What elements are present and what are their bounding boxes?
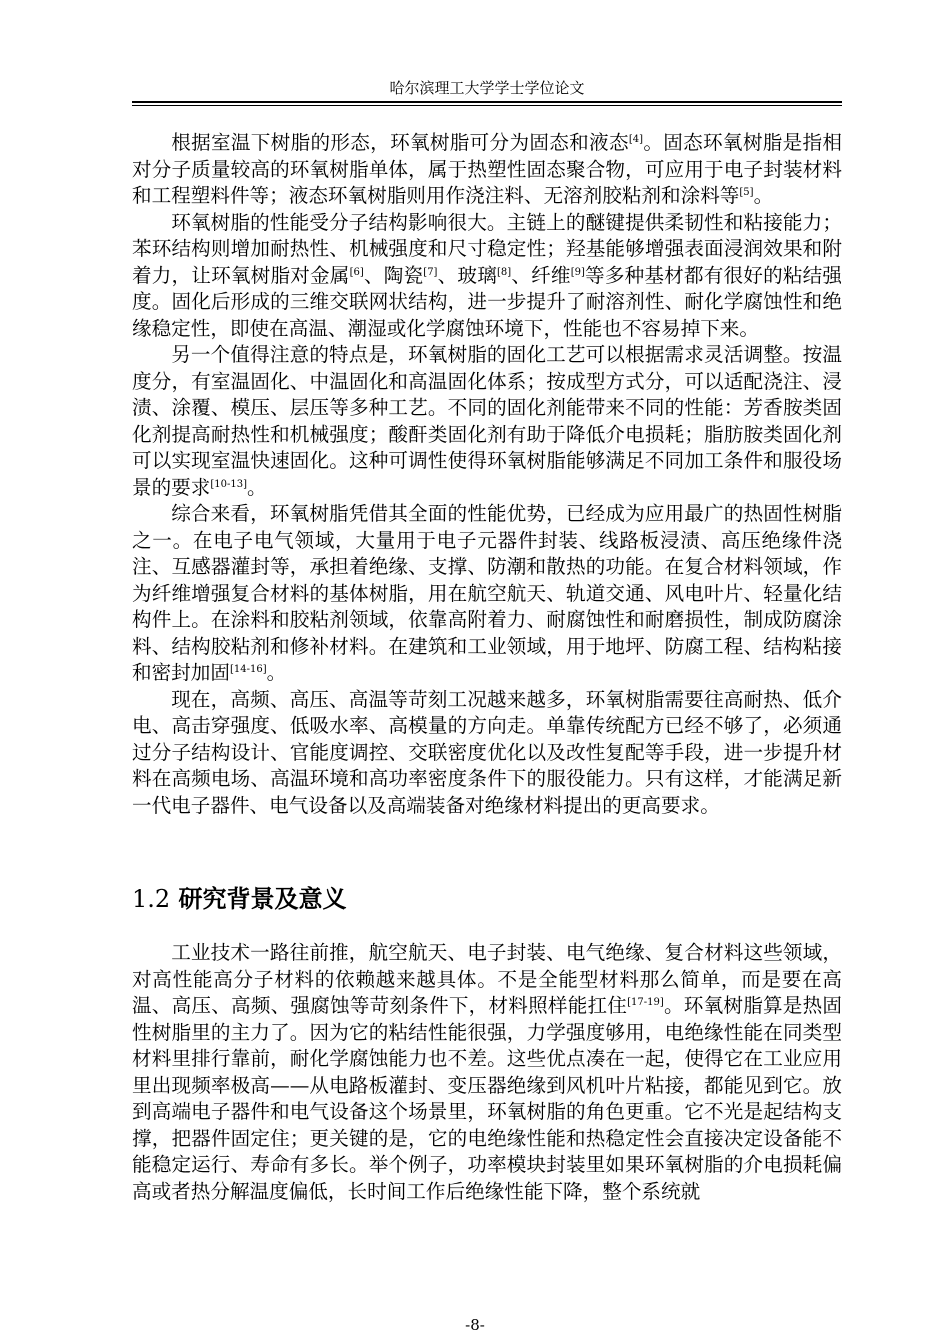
- section-heading: [132, 882, 347, 916]
- citation: [8]: [497, 266, 512, 278]
- paragraph-4: 综合来看，环氧树脂凭借其全面的性能优势，已经成为应用最广的热固性树脂之一。在电子电气领域，大量用于电子元器件封装、线路板浸渍、高压绝缘件浇注、互感器灌封等，承担着绝缘、支撑、防潮和散热的功能。在复合材料领域，作为纤维增强复合材料的基体树脂，用在航空航天、轨道交通、风电叶片、轻量化结构件上。在涂料和胶粘剂领域，依靠高附着力、耐腐蚀性和耐磨损性，制成防腐涂料、结构胶粘剂和修补材料。在建筑和工业领域，用于地坪、防腐工程、结构粘接和密封加固[14-16]。: [132, 502, 842, 684]
- body-text: [132, 130, 842, 819]
- citation: [10-13]: [210, 478, 248, 490]
- paragraph-2: 环氧树脂的性能受分子结构影响很大。主链上的醚键提供柔韧性和粘接能力；苯环结构则增加耐热性、机械强度和尺寸稳定性；羟基能够增强表面浸润效果和附着力，让环氧树脂对金属[6]、陶瓷[7]、玻璃[8]、纤维[9]等多种基材都有很好的粘结强度。固化后形成的三维交联网状结构，进一步提升了耐溶剂性、耐化学腐蚀性和绝缘稳定性，即使在高温、潮湿或化学腐蚀环境下，性能也不容易掉下来。: [132, 210, 843, 340]
- citation: [6]: [349, 266, 364, 278]
- page-number: -8-: [465, 1316, 485, 1334]
- citation: [9]: [570, 266, 585, 278]
- citation: [4]: [628, 134, 644, 145]
- paragraph-5: 现在，高频、高压、高温等苛刻工况越来越多，环氧树脂需要往高耐热、低介电、高击穿强度、低吸水率、高模量的方向走。单靠传统配方已经不够了，必须通过分子结构设计、官能度调控、交联密度优化以及改性复配等手段，进一步提升材料在高频电场、高温环境和高功率密度条件下的服役能力。只有这样，才能满足新一代电子器件、电气设备以及高端装备对绝缘材料提出的更高要求。: [132, 687, 842, 817]
- paragraph-1: 根据室温下树脂的形态，环氧树脂可分为固态和液态[4]。固态环氧树脂是指相对分子质量较高的环氧树脂单体，属于热塑性固态聚合物，可应用于电子封装材料和工程塑料件等；液态环氧树脂则用作浇注料、无溶剂胶粘剂和涂料等[5]。: [132, 131, 843, 207]
- citation: [5]: [739, 187, 754, 198]
- section-title: 研究背景及意义: [178, 884, 347, 913]
- section-number: 1.2: [132, 885, 171, 913]
- citation: [14-16]: [229, 664, 267, 675]
- citation: [7]: [423, 266, 438, 278]
- paragraph-3: 另一个值得注意的特点是，环氧树脂的固化工艺可以根据需求灵活调整。按温度分，有室温固化、中温固化和高温固化体系；按成型方式分，可以适配浇注、浸渍、涂覆、模压、层压等多种工艺。不同的固化剂能带来不同的性能：芳香胺类固化剂提高耐热性和机械强度；酸酐类固化剂有助于降低介电损耗；脂肪胺类固化剂可以实现室温快速固化。这种可调性使得环氧树脂能够满足不同加工条件和服役场景的要求[10-13]。: [132, 343, 842, 499]
- running-header: 哈尔滨理工大学学士学位论文: [389, 79, 585, 97]
- citation: [17-19]: [627, 997, 664, 1008]
- paragraph-6: 工业技术一路往前推，航空航天、电子封装、电气绝缘、复合材料这些领域，对高性能高分子材料的依赖越来越具体。不是全能型材料那么简单，而是要在高温、高压、高频、强腐蚀等苛刻条件下，材料照样能扛住[17-19]。环氧树脂算是热固性树脂里的主力了。因为它的粘结性能很强，力学强度够用，电绝缘性能在同类型材料里排行靠前，耐化学腐蚀能力也不差。这些优点凑在一起，使得它在工业应用里出现频率极高——从电路板灌封、变压器绝缘到风机叶片粘接，都能见到它。放到高端电子器件和电气设备这个场景里，环氧树脂的角色更重。它不光是起结构支撑，把器件固定住；更关键的是，它的电绝缘性能和热稳定性会直接决定设备能不能稳定运行、寿命有多长。举个例子，功率模块封装里如果环氧树脂的介电损耗偏高或者热分解温度偏低，长时间工作后绝缘性能下降，整个系统就: [132, 941, 843, 1203]
- section-body-text: [132, 940, 842, 1205]
- header-rule: [132, 101, 842, 106]
